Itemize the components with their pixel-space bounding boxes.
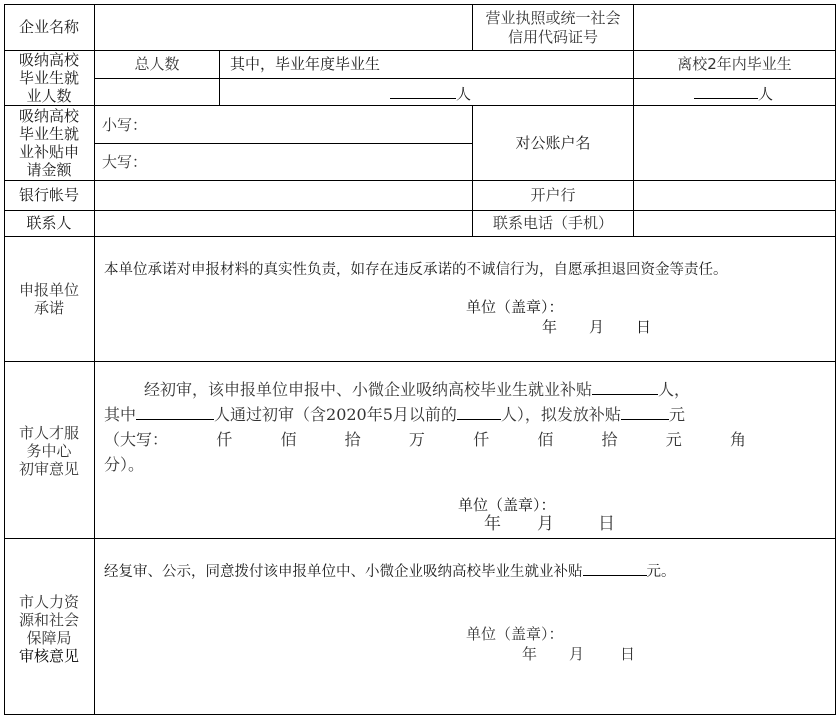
label-line: 初审意见 [18, 460, 79, 478]
bank-account-label: 银行帐号 [18, 186, 79, 204]
talent-center-label [5, 424, 93, 478]
label-line: 请金额 [26, 161, 72, 179]
opinion-text: 分）。 [104, 455, 145, 474]
talent-seal-label: 单位（盖章）： [458, 496, 556, 514]
amount-unit: 佰 [537, 430, 554, 449]
label-line: 毕业生就 [18, 125, 79, 143]
amount-unit: 万 [408, 430, 425, 449]
fill-blank [390, 83, 456, 99]
date-year: 年 [542, 318, 558, 336]
phone-label: 联系电话（手机） [492, 214, 613, 232]
date-day: 日 [598, 514, 615, 534]
amount-unit: 角 [729, 430, 746, 449]
license-number-field[interactable] [634, 5, 835, 50]
total-count-field[interactable] [95, 79, 219, 105]
fill-blank[interactable] [136, 404, 214, 420]
grid-line [219, 50, 220, 106]
talent-center-opinion [104, 377, 804, 477]
commitment-date [542, 318, 651, 337]
label-line: 承诺 [33, 299, 64, 317]
hr-review-text [104, 560, 676, 582]
date-day: 日 [620, 645, 636, 663]
amount-unit: 拾 [344, 430, 361, 449]
opinion-line [104, 452, 804, 477]
opinion-line [104, 402, 804, 427]
opinion-text: 经初审，该申报单位申报中、小微企业吸纳高校毕业生就业补贴 [144, 380, 593, 399]
opinion-text: 其中 [104, 405, 137, 424]
company-name-label: 企业名称 [18, 18, 79, 36]
grid-line [4, 236, 836, 237]
grid-line [4, 538, 836, 539]
label-line: 保障局 [26, 629, 72, 647]
amount-lowercase-label: 小写： [102, 116, 148, 134]
unit-label: 人 [456, 85, 472, 103]
fill-blank[interactable] [583, 560, 647, 576]
bank-account-field[interactable] [95, 181, 472, 210]
contact-person-field[interactable] [95, 211, 472, 236]
account-name-field[interactable] [634, 106, 835, 180]
amount-uppercase-field[interactable] [102, 153, 470, 172]
grid-line [4, 50, 836, 51]
hired-graduates-label [5, 51, 93, 105]
hr-seal-label: 单位（盖章）： [466, 625, 564, 643]
graduation-year-label: 其中，毕业年度毕业生 [230, 55, 381, 73]
contact-person-label: 联系人 [26, 214, 72, 232]
opinion-text: 经复审、公示，同意拨付该申报单位中、小微企业吸纳高校毕业生就业补贴 [104, 564, 583, 580]
label-line: 吸纳高校 [18, 51, 79, 69]
total-count-label: 总人数 [134, 55, 180, 73]
amount-unit: 佰 [280, 430, 297, 449]
fill-blank[interactable] [621, 404, 669, 420]
opinion-text: 人， [658, 380, 691, 399]
subsidy-amount-label [5, 107, 93, 179]
hr-date [522, 645, 635, 664]
label-line: 务中心 [26, 442, 72, 460]
date-year: 年 [484, 514, 501, 534]
date-month: 月 [537, 514, 554, 534]
commitment-label [5, 281, 93, 317]
hr-bureau-label [5, 593, 93, 665]
account-name-label: 对公账户名 [515, 134, 591, 152]
grid-line [94, 143, 472, 144]
phone-field[interactable] [634, 211, 835, 236]
commitment-seal-label: 单位（盖章）： [466, 298, 564, 316]
talent-date [484, 515, 615, 534]
opinion-line [104, 427, 746, 452]
label-line: 吸纳高校 [18, 107, 79, 125]
label-line: 申报单位 [18, 281, 79, 299]
amount-uppercase-label: 大写： [102, 153, 148, 171]
two-year-graduates-label: 离校2年内毕业生 [677, 55, 792, 73]
bank-branch-label: 开户行 [530, 186, 576, 204]
amount-lowercase-field[interactable] [102, 116, 470, 135]
date-month: 月 [569, 645, 585, 663]
opinion-text: 元 [668, 405, 685, 424]
date-month: 月 [589, 318, 605, 336]
fill-blank[interactable] [592, 379, 658, 395]
commitment-text: 本单位承诺对申报材料的真实性负责，如存在违反承诺的不诚信行为，自愿承担退回资金等责任。 [104, 262, 728, 278]
grid-line [4, 361, 836, 362]
label-line: 源和社会 [18, 611, 79, 629]
opinion-line [104, 377, 804, 402]
license-label-line2: 信用代码证号 [507, 28, 598, 46]
label-line: 业人数 [26, 87, 72, 105]
fill-blank[interactable] [457, 404, 501, 420]
license-label-line1: 营业执照或统一社会 [485, 9, 621, 27]
graduation-year-count-field[interactable] [390, 83, 471, 104]
amount-unit: 元 [665, 430, 682, 449]
two-year-count-field[interactable] [694, 83, 773, 104]
fill-blank [694, 83, 758, 99]
opinion-text: 元。 [646, 564, 676, 580]
grid-line [94, 4, 95, 715]
opinion-text: 人通过初审（含2020年5月以前的 [214, 405, 457, 424]
label-line: 市人力资 [18, 593, 79, 611]
opinion-text: 人），拟发放补贴 [500, 405, 621, 424]
grid-line [835, 4, 836, 715]
license-number-label [473, 9, 633, 47]
date-day: 日 [636, 318, 652, 336]
label-line: 毕业生就 [18, 69, 79, 87]
amount-unit: 仟 [216, 430, 233, 449]
label-line: 业补贴申 [18, 143, 79, 161]
amount-unit: 拾 [601, 430, 618, 449]
grid-line [4, 714, 836, 715]
amount-unit: （大写： [104, 430, 169, 449]
date-year: 年 [522, 645, 538, 663]
label-line: 审核意见 [18, 647, 79, 665]
unit-label: 人 [758, 85, 774, 103]
company-name-field[interactable] [95, 5, 472, 50]
label-line: 市人才服 [18, 424, 79, 442]
bank-branch-field[interactable] [634, 181, 835, 210]
amount-unit: 仟 [473, 430, 490, 449]
